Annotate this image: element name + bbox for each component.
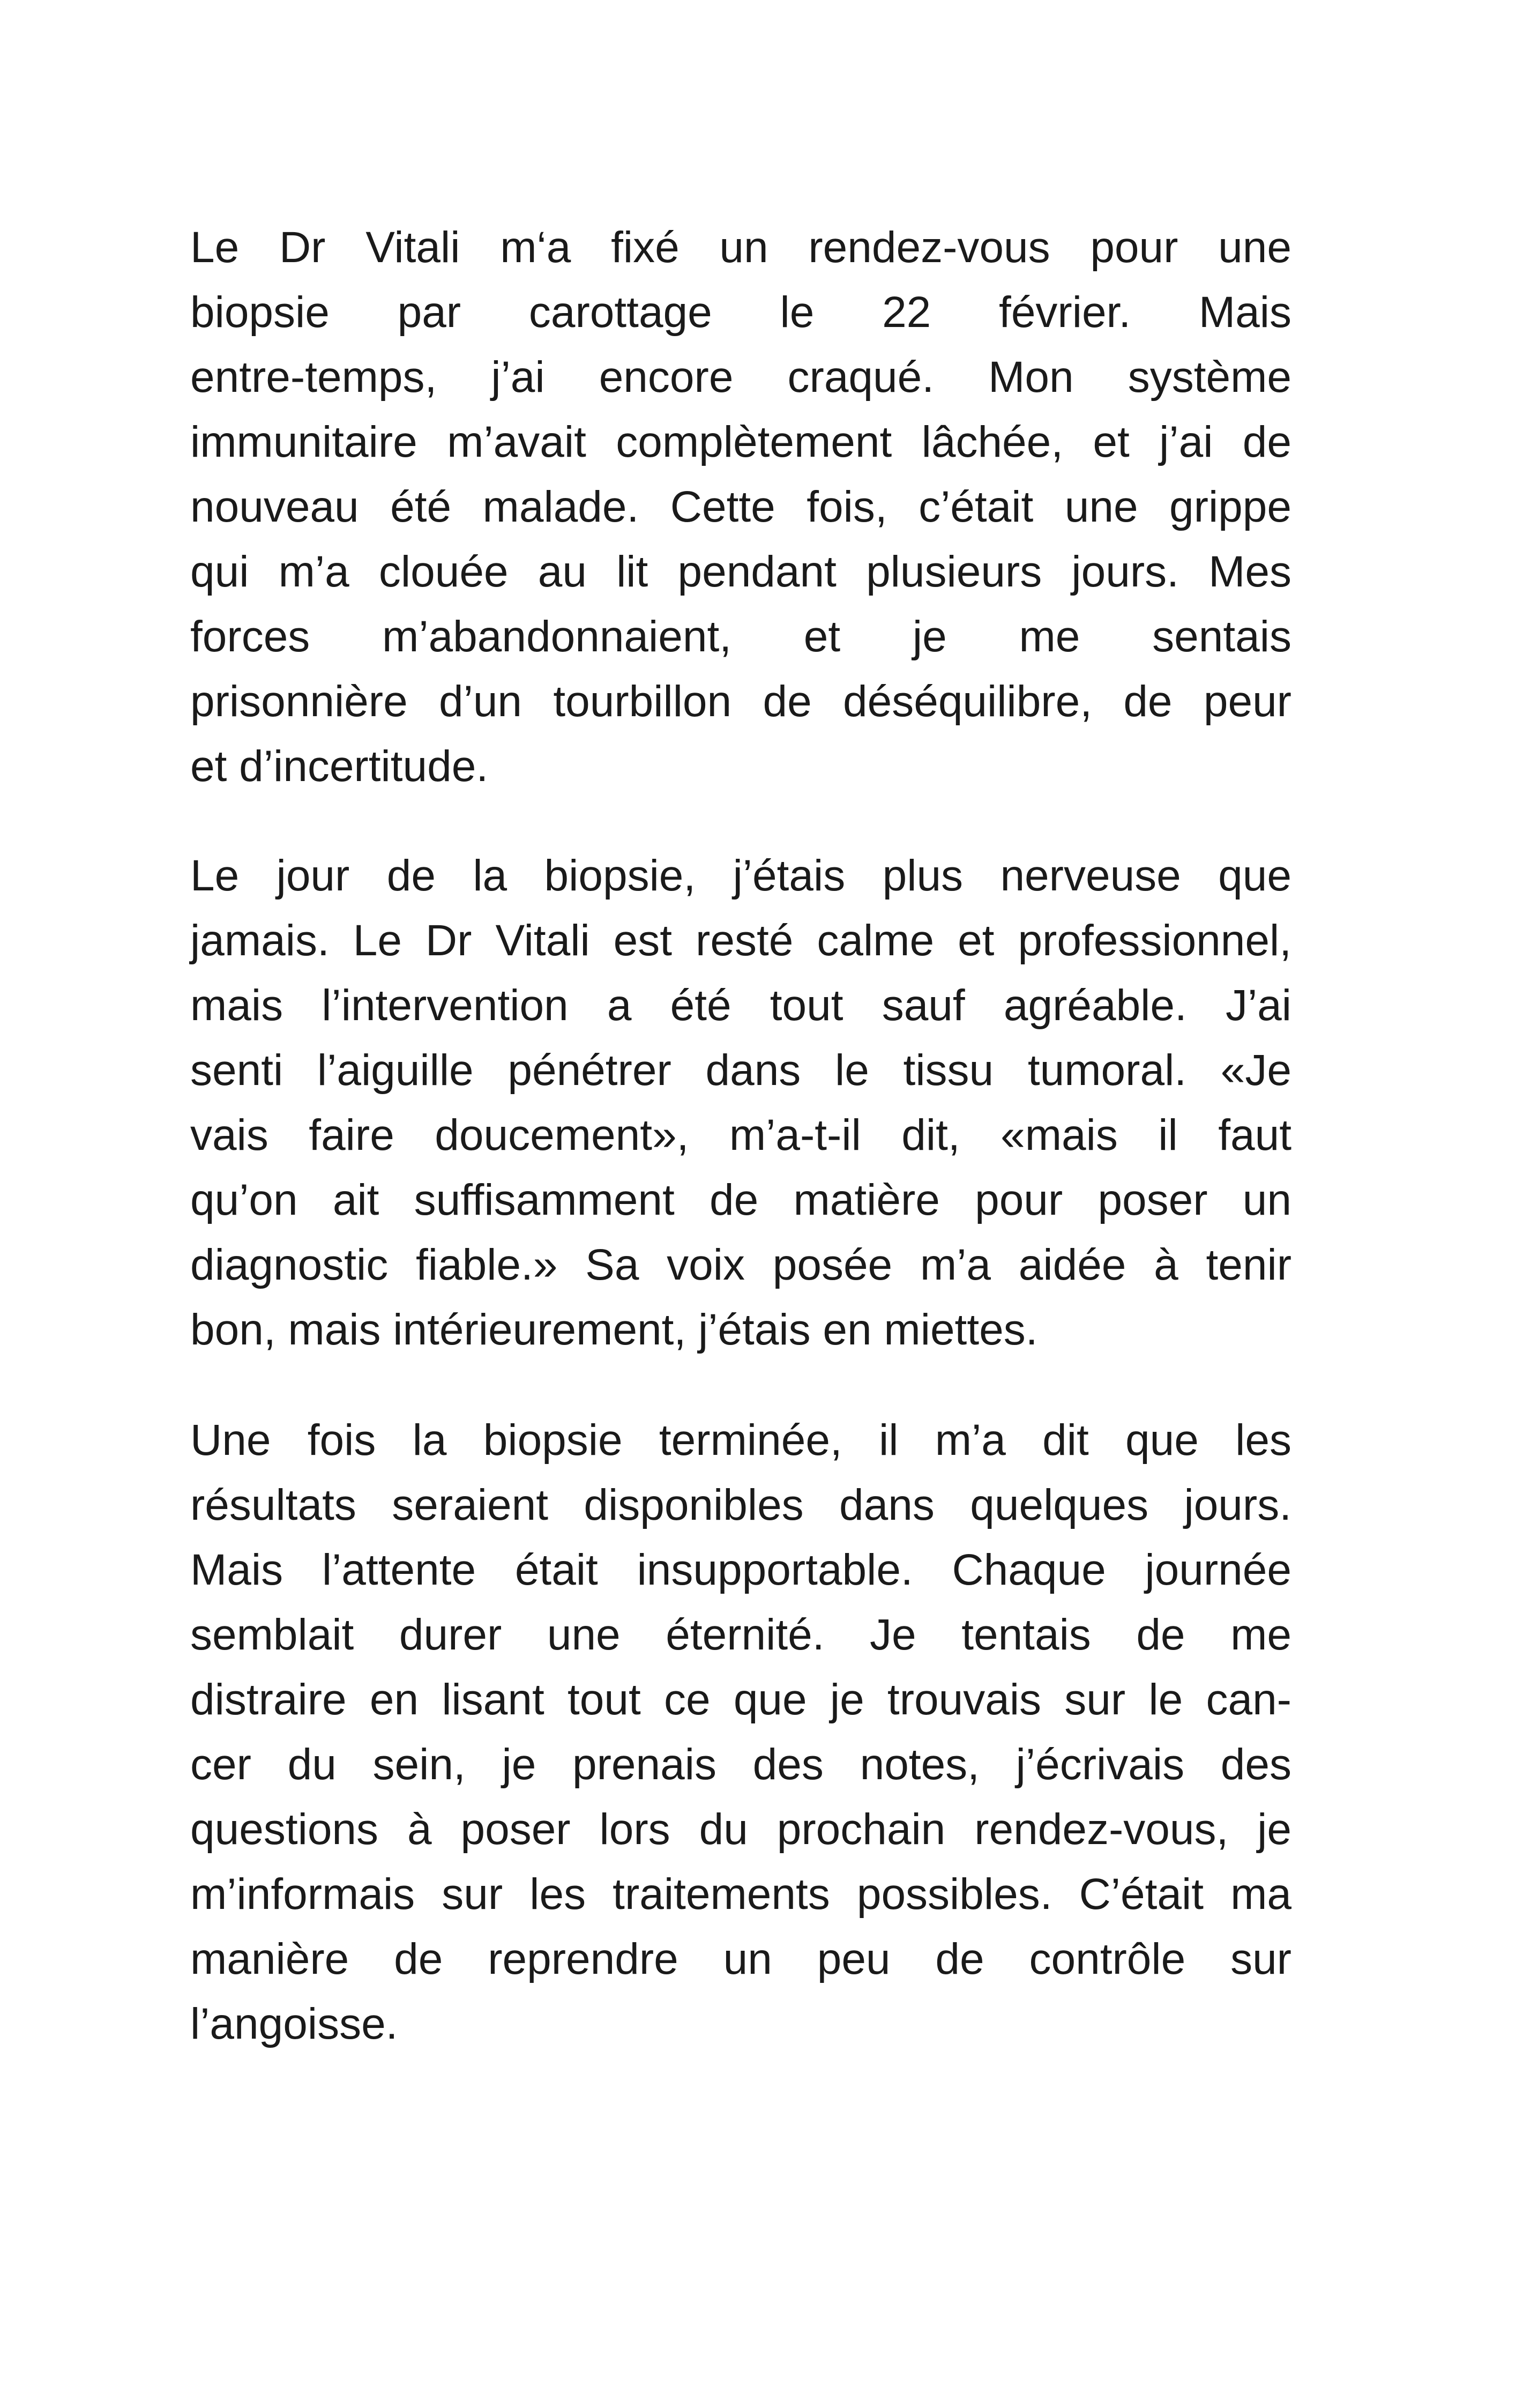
text-line: qu’on ait suffisamment de matière pour poser un xyxy=(190,1176,1291,1224)
text-line: manière de reprendre un peu de contrôle sur xyxy=(190,1935,1291,1983)
text-line: prisonnière d’un tourbillon de déséquilibre, de peur xyxy=(190,677,1291,726)
paragraph-3 xyxy=(190,1408,1291,2056)
text-line: m’informais sur les traitements possibles. C’était ma xyxy=(190,1870,1291,1919)
text-line: distraire en lisant tout ce que je trouvais sur le can- xyxy=(190,1675,1291,1724)
text-line: cer du sein, je prenais des notes, j’écrivais des xyxy=(190,1740,1291,1789)
text-line: bon, mais intérieurement, j’étais en miettes. xyxy=(190,1305,1038,1354)
text-line: nouveau été malade. Cette fois, c’était une grippe xyxy=(190,482,1291,531)
text-line: mais l’intervention a été tout sauf agréable. J’ai xyxy=(190,981,1291,1030)
text-line: Une fois la biopsie terminée, il m’a dit que les xyxy=(190,1416,1291,1465)
text-line: semblait durer une éternité. Je tentais de me xyxy=(190,1610,1291,1659)
text-line: qui m’a clouée au lit pendant plusieurs jours. Mes xyxy=(190,547,1291,596)
text-line: vais faire doucement», m’a-t-il dit, «mais il faut xyxy=(190,1111,1291,1160)
text-line: l’angoisse. xyxy=(190,2000,398,2048)
text-line: Le jour de la biopsie, j’étais plus nerveuse que xyxy=(190,851,1291,900)
text-line: diagnostic fiable.» Sa voix posée m’a aidée à tenir xyxy=(190,1240,1291,1289)
text-line: et d’incertitude. xyxy=(190,742,489,791)
text-line: Mais l’attente était insupportable. Chaque journée xyxy=(190,1545,1291,1594)
text-line: biopsie par carottage le 22 février. Mais xyxy=(190,288,1291,337)
paragraph-1 xyxy=(190,215,1291,799)
paragraph-2 xyxy=(190,843,1291,1362)
text-line: jamais. Le Dr Vitali est resté calme et professionnel, xyxy=(190,916,1291,965)
text-line: forces m’abandonnaient, et je me sentais xyxy=(190,612,1291,661)
text-line: immunitaire m’avait complètement lâchée, et j’ai de xyxy=(190,418,1291,466)
text-line: Le Dr Vitali m‘a fixé un rendez-vous pour une xyxy=(190,223,1291,272)
text-line: résultats seraient disponibles dans quelques jours. xyxy=(190,1481,1291,1529)
text-line: questions à poser lors du prochain rendez-vous, je xyxy=(190,1805,1291,1854)
text-line: senti l’aiguille pénétrer dans le tissu tumoral. «Je xyxy=(190,1046,1291,1095)
text-line: entre-temps, j’ai encore craqué. Mon système xyxy=(190,353,1291,402)
